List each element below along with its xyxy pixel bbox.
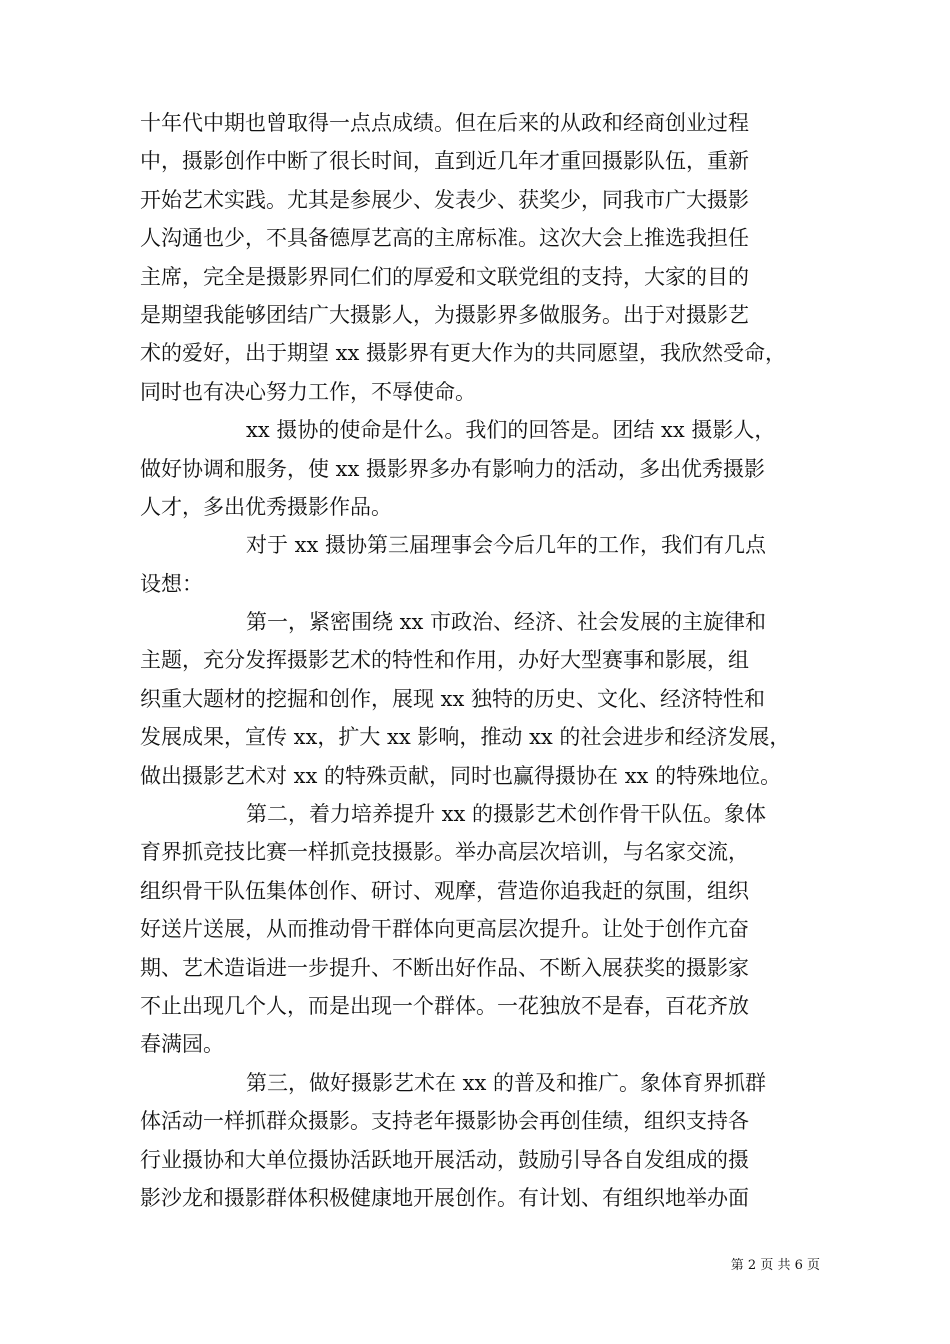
text-line: 十年代中期也曾取得一点点成绩。但在后来的从政和经商创业过程 — [140, 111, 749, 135]
text-line: 是期望我能够团结广大摄影人，为摄影界多做服务。出于对摄影艺 — [140, 302, 749, 327]
text-line: 行业摄协和大单位摄协活跃地开展活动，鼓励引导各自发组成的摄 — [140, 1147, 749, 1172]
text-line: 术的爱好，出于期望 xx 摄影界有更大作为的共同愿望，我欣然受命， — [140, 341, 787, 366]
text-line: 第一，紧密围绕 xx 市政治、经济、社会发展的主旋律和 — [246, 610, 767, 635]
text-line: 组织骨干队伍集体创作、研讨、观摩，营造你追我赶的氛围，组织 — [140, 878, 749, 903]
text-line: 第二，着力培养提升 xx 的摄影艺术创作骨干队伍。象体 — [246, 802, 767, 827]
text-line: 体活动一样抓群众摄影。支持老年摄影协会再创佳绩，组织支持各 — [140, 1109, 749, 1134]
text-line: 设想： — [140, 571, 203, 596]
text-line: 期、艺术造诣进一步提升、不断出好作品、不断入展获奖的摄影家 — [140, 955, 749, 980]
text-line: 不止出现几个人，而是出现一个群体。一花独放不是春，百花齐放 — [140, 993, 749, 1018]
text-line: 对于 xx 摄协第三届理事会今后几年的工作，我们有几点 — [246, 533, 767, 558]
text-line: 主题，充分发挥摄影艺术的特性和作用，办好大型赛事和影展，组 — [140, 648, 749, 673]
text-line: 育界抓竞技比赛一样抓竞技摄影。举办高层次培训，与名家交流， — [140, 840, 749, 865]
text-line: 同时也有决心努力工作，不辱使命。 — [140, 379, 476, 404]
text-line: 开始艺术实践。尤其是参展少、发表少、获奖少，同我市广大摄影 — [140, 187, 749, 212]
text-line: 人才，多出优秀摄影作品。 — [140, 494, 392, 519]
text-line: 织重大题材的挖掘和创作，展现 xx 独特的历史、文化、经济特性和 — [140, 686, 766, 711]
document-body — [140, 104, 830, 1217]
text-line: 做好协调和服务，使 xx 摄影界多办有影响力的活动，多出优秀摄影 — [140, 456, 766, 481]
text-line: 好送片送展，从而推动骨干群体向更高层次提升。让处于创作亢奋 — [140, 917, 749, 942]
text-line: 第三，做好摄影艺术在 xx 的普及和推广。象体育界抓群 — [246, 1070, 767, 1095]
text-line: 人沟通也少，不具备德厚艺高的主席标准。这次大会上推选我担任 — [140, 226, 749, 251]
text-line: 影沙龙和摄影群体积极健康地开展创作。有计划、有组织地举办面 — [140, 1185, 749, 1210]
text-line: 春满园。 — [140, 1032, 224, 1057]
text-line: 中，摄影创作中断了很长时间，直到近几年才重回摄影队伍，重新 — [140, 149, 749, 174]
text-line: 发展成果，宣传 xx，扩大 xx 影响，推动 xx 的社会进步和经济发展， — [140, 725, 791, 750]
text-line: 主席，完全是摄影界同仁们的厚爱和文联党组的支持，大家的目的 — [140, 264, 749, 289]
page-number: 第 2 页 共 6 页 — [730, 1258, 820, 1273]
text-line: xx 摄协的使命是什么。我们的回答是。团结 xx 摄影人， — [246, 418, 776, 443]
text-line: 做出摄影艺术对 xx 的特殊贡献，同时也赢得摄协在 xx 的特殊地位。 — [140, 763, 782, 788]
